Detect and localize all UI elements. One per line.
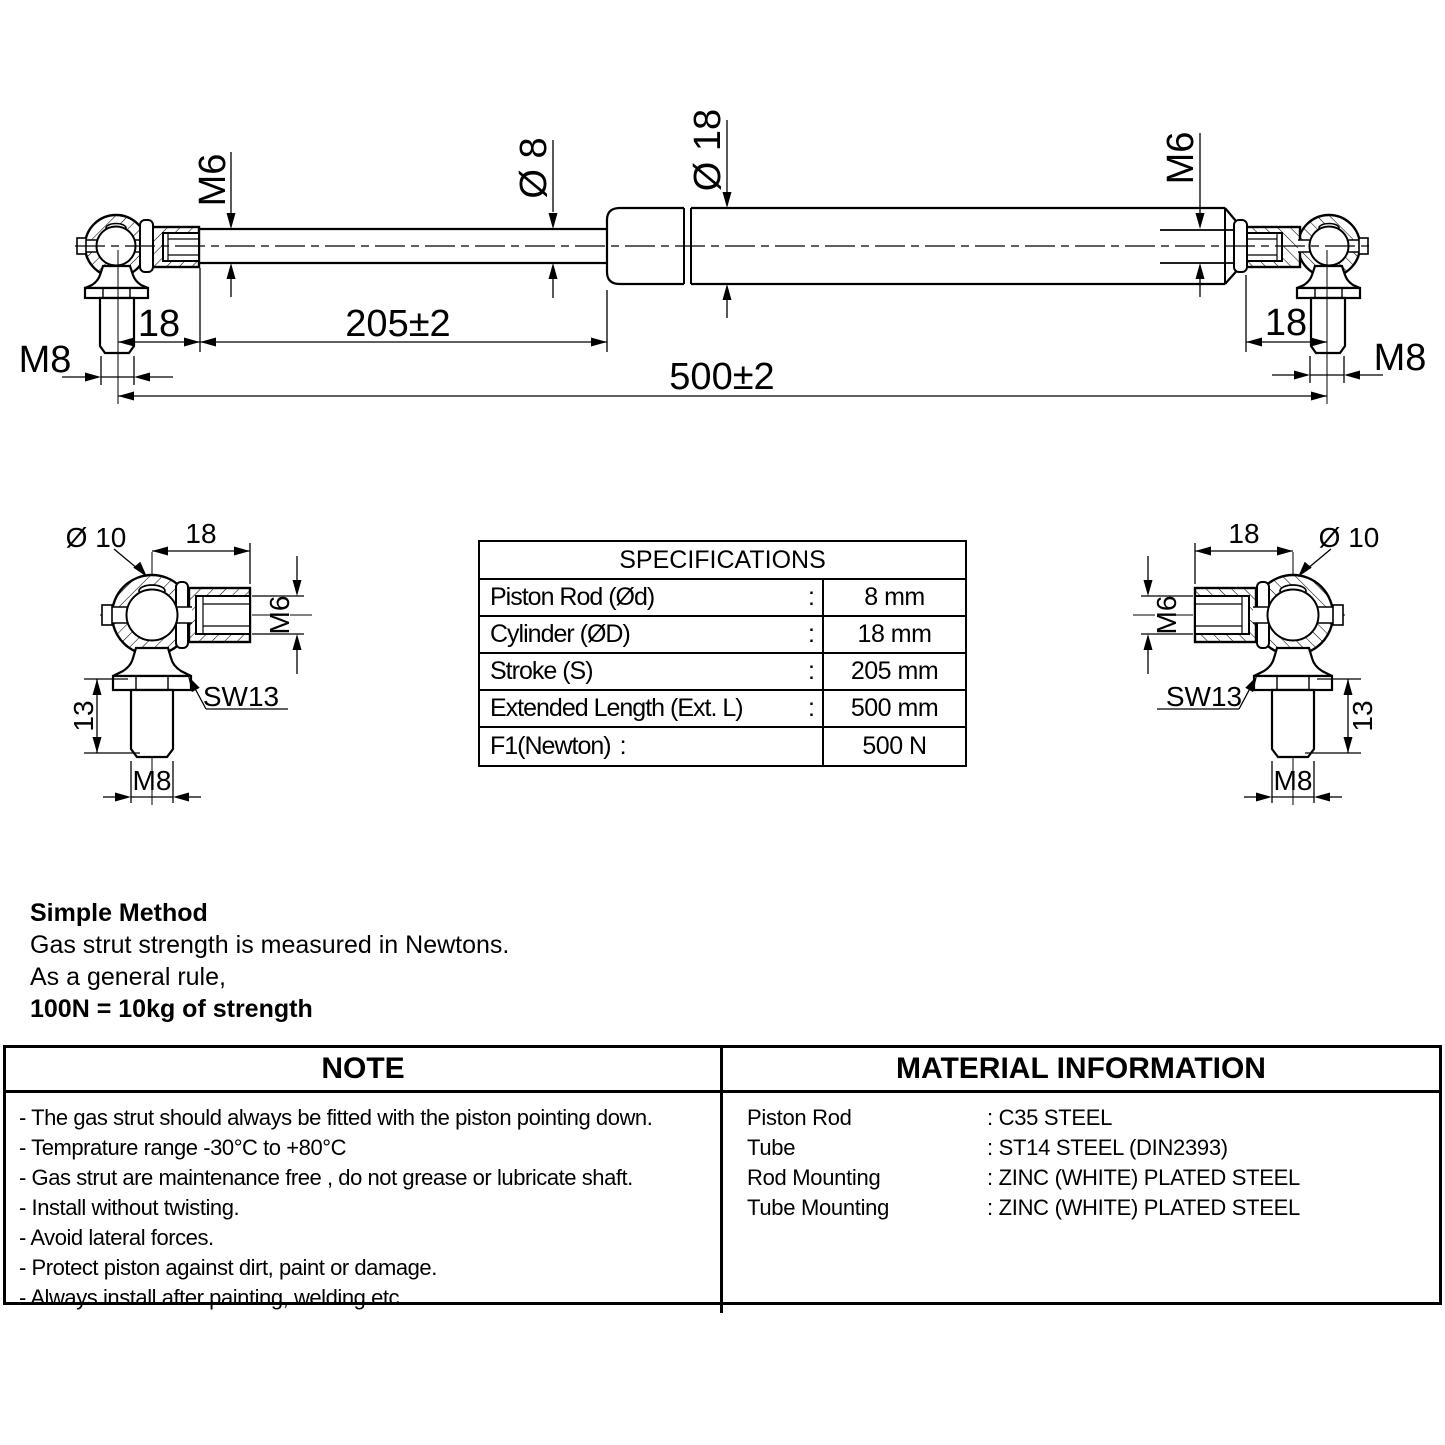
detail-left-wrench: SW13 <box>202 681 280 712</box>
material-value: : C35 STEEL <box>987 1105 1113 1130</box>
material-value: : ST14 STEEL (DIN2393) <box>987 1135 1228 1160</box>
detail-left-thread: M6 <box>264 595 295 635</box>
detail-right-stud-length: 13 <box>1347 700 1378 732</box>
simple-method-line: Gas strut strength is measured in Newtons. <box>30 931 510 959</box>
specifications-table <box>478 540 967 767</box>
dim-m8-right: M8 <box>1373 337 1427 379</box>
detail-right-width: 18 <box>1228 518 1260 549</box>
detail-left-stud-thread: M8 <box>132 765 172 796</box>
spec-row-extended-length <box>480 691 965 728</box>
spec-label: Piston Rod (Ød) <box>490 583 655 611</box>
dim-18-left: 18 <box>137 303 181 345</box>
note-item: - Gas strut are maintenance free , do not grease or lubricate shaft. <box>19 1165 633 1190</box>
detail-left-width: 18 <box>185 518 217 549</box>
spec-label: F1(Newton) <box>490 732 611 760</box>
spec-row-cylinder <box>480 617 965 654</box>
strut-dimensions <box>19 109 1427 401</box>
spec-colon: : <box>808 657 814 685</box>
spec-value: 500 mm <box>850 694 939 722</box>
detail-right-stud-thread: M8 <box>1273 765 1313 796</box>
spec-colon: : <box>619 732 626 760</box>
spec-value: 18 mm <box>857 620 932 648</box>
dim-m6-left: M6 <box>192 153 234 207</box>
material-list <box>723 1093 1439 1313</box>
material-row <box>747 1163 1439 1193</box>
table-header-row <box>6 1048 1439 1093</box>
note-item: - Install without twisting. <box>19 1195 240 1220</box>
dim-stroke: 205±2 <box>345 303 451 345</box>
detail-left-stud-length: 13 <box>68 700 99 732</box>
spec-colon: : <box>808 620 814 648</box>
note-item: - The gas strut should always be fitted with the piston pointing down. <box>19 1105 653 1130</box>
material-row <box>747 1103 1439 1133</box>
detail-right-wrench: SW13 <box>1165 681 1243 712</box>
simple-method-title: Simple Method <box>30 899 208 927</box>
spec-value: 205 mm <box>850 657 939 685</box>
material-label: Tube <box>747 1135 796 1160</box>
note-item: - Protect piston against dirt, paint or damage. <box>19 1255 437 1280</box>
simple-method-line: As a general rule, <box>30 963 226 991</box>
spec-label: Extended Length (Ext. L) <box>490 694 743 722</box>
spec-value: 500 N <box>862 732 927 760</box>
note-title: NOTE <box>6 1048 723 1090</box>
dim-18-right: 18 <box>1264 302 1308 344</box>
detail-right-thread: M6 <box>1151 595 1182 635</box>
specifications-title: SPECIFICATIONS <box>480 542 965 580</box>
material-row <box>747 1193 1439 1223</box>
note-item: - Temprature range -30°C to +80°C <box>19 1135 347 1160</box>
material-title: MATERIAL INFORMATION <box>896 1052 1266 1085</box>
simple-method-rule: 100N = 10kg of strength <box>30 995 313 1023</box>
material-value: : ZINC (WHITE) PLATED STEEL <box>987 1195 1300 1220</box>
material-label: Rod Mounting <box>747 1165 881 1190</box>
material-row <box>747 1133 1439 1163</box>
dim-rod-diameter: Ø 8 <box>513 137 555 199</box>
material-label: Piston Rod <box>747 1105 852 1130</box>
spec-colon: : <box>808 583 814 611</box>
spec-row-piston-rod <box>480 580 965 617</box>
spec-row-force <box>480 728 965 765</box>
spec-colon: : <box>808 694 814 722</box>
dim-m6-right: M6 <box>1160 131 1202 185</box>
detail-right-ball-dia: Ø 10 <box>1318 522 1380 553</box>
note-list <box>6 1093 723 1313</box>
material-value: : ZINC (WHITE) PLATED STEEL <box>987 1165 1300 1190</box>
note-item: - Avoid lateral forces. <box>19 1225 214 1250</box>
dim-extended-length: 500±2 <box>669 356 775 398</box>
ball-joint-detail-left <box>66 518 312 805</box>
note-material-table <box>3 1045 1442 1310</box>
spec-value: 8 mm <box>864 583 925 611</box>
material-label: Tube Mounting <box>747 1195 890 1220</box>
dim-cylinder-diameter: Ø 18 <box>687 108 729 192</box>
spec-label: Cylinder (ØD) <box>490 620 630 648</box>
table-body-row <box>6 1093 1439 1313</box>
simple-method-block <box>30 897 509 1025</box>
spec-row-stroke <box>480 654 965 691</box>
ball-joint-detail-right <box>1133 518 1379 805</box>
spec-label: Stroke (S) <box>490 657 593 685</box>
dim-m8-left: M8 <box>18 339 72 381</box>
detail-left-ball-dia: Ø 10 <box>65 522 127 553</box>
note-item: - Always install after painting, welding etc. <box>19 1285 405 1310</box>
